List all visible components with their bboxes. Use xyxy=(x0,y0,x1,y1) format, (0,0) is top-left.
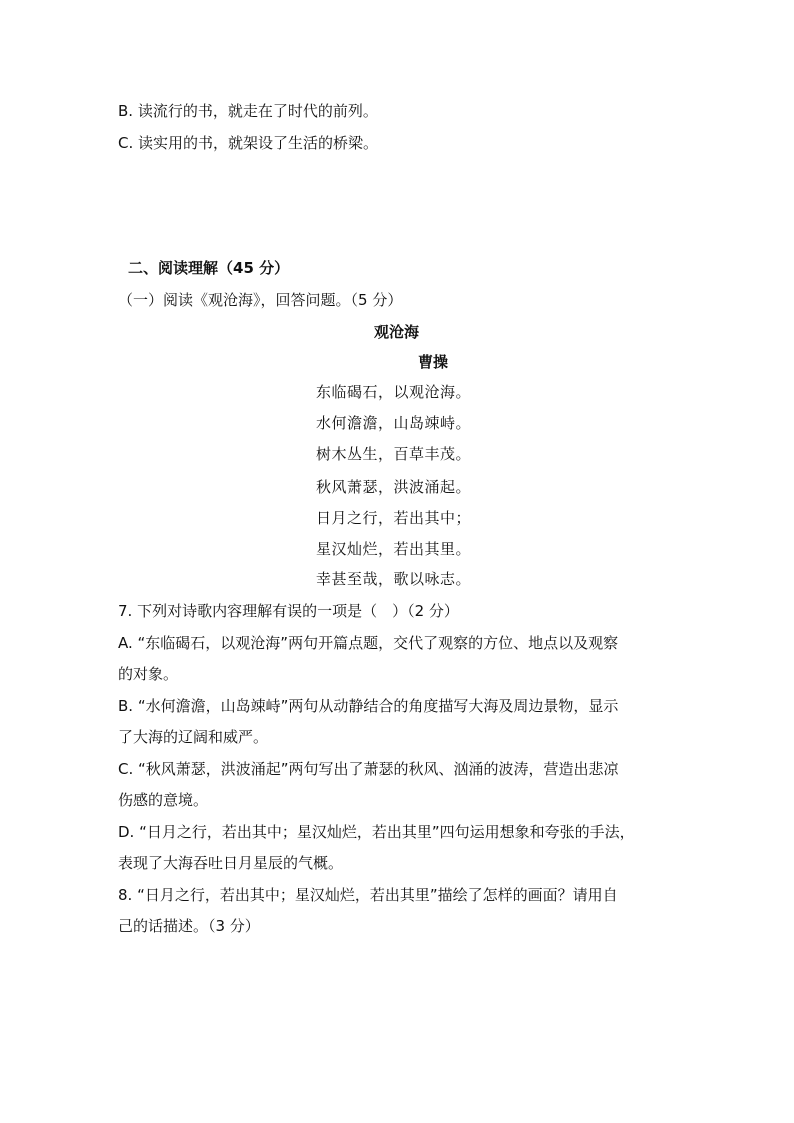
question-7-option-d-cont: 表现了大海吞吐日月星辰的气概。 xyxy=(118,854,344,872)
question-8-stem: 8. “日月之行，若出其中；星汉灿烂，若出其里”描绘了怎样的画面？请用自 xyxy=(118,886,618,904)
question-7-option-a: A. “东临碣石，以观沧海”两句开篇点题，交代了观察的方位、地点以及观察 xyxy=(118,634,619,652)
poem-author: 曹操 xyxy=(418,353,449,371)
question-7-option-c-cont: 伤感的意境。 xyxy=(118,791,209,809)
question-7-option-a-cont: 的对象。 xyxy=(118,665,179,683)
poem-line: 星汉灿烂，若出其里。 xyxy=(316,540,472,558)
poem-line: 日月之行，若出其中； xyxy=(316,509,472,527)
section-heading: 二、阅读理解（45 分） xyxy=(128,259,290,277)
poem-line: 秋风萧瑟，洪波涌起。 xyxy=(316,478,472,496)
option-c: C. 读实用的书，就架设了生活的桥梁。 xyxy=(118,134,379,152)
question-7-option-b-cont: 了大海的辽阔和威严。 xyxy=(118,728,269,746)
question-7-option-b: B. “水何澹澹，山岛竦峙”两句从动静结合的角度描写大海及周边景物，显示 xyxy=(118,697,619,715)
poem-line: 水何澹澹，山岛竦峙。 xyxy=(316,414,472,432)
poem-line: 幸甚至哉，歌以咏志。 xyxy=(316,570,472,588)
section-intro: （一）阅读《观沧海》，回答问题。（5 分） xyxy=(118,291,403,309)
poem-title: 观沧海 xyxy=(374,323,420,341)
question-7-option-d: D. “日月之行，若出其中；星汉灿烂，若出其里”四句运用想象和夸张的手法， xyxy=(118,823,635,841)
poem-line: 树木丛生，百草丰茂。 xyxy=(316,445,472,463)
option-b: B. 读流行的书，就走在了时代的前列。 xyxy=(118,102,378,120)
poem-line: 东临碣石，以观沧海。 xyxy=(316,383,472,401)
question-7-option-c: C. “秋风萧瑟，洪波涌起”两句写出了萧瑟的秋风、汹涌的波涛，营造出悲凉 xyxy=(118,760,619,778)
question-8-stem-cont: 己的话描述。（3 分） xyxy=(118,917,260,935)
question-7-stem: 7. 下列对诗歌内容理解有误的一项是（ ）（2 分） xyxy=(118,602,459,620)
